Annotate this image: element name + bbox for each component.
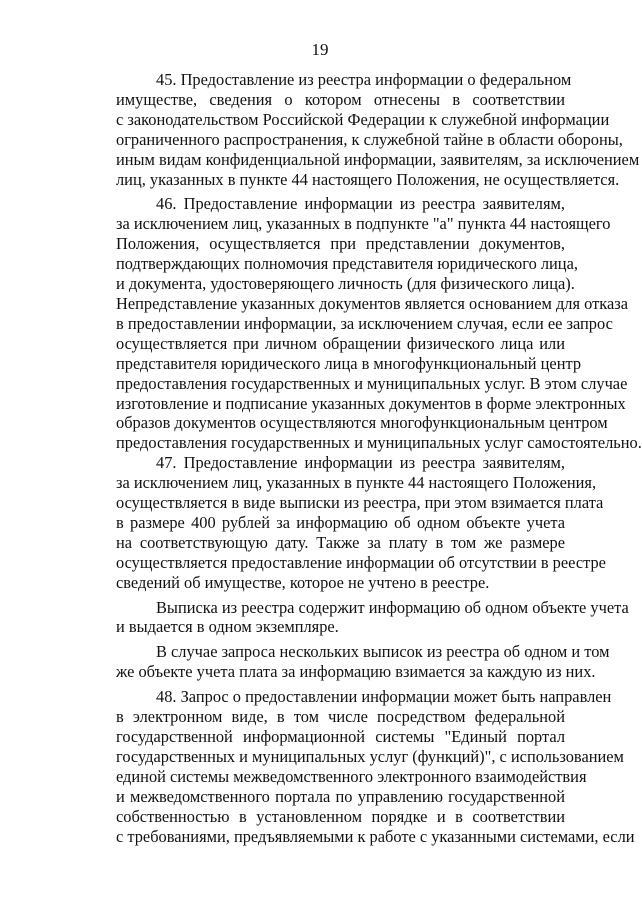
text-line: представителя юридического лица в многофункциональный центр: [116, 353, 582, 373]
text-line: на соответствующую дату. Также за плату в том же размере: [116, 532, 565, 552]
text-line: 48. Запрос о предоставлении информации может быть направлен: [156, 687, 612, 707]
text-line: единой системы межведомственного электронного взаимодействия: [116, 766, 587, 786]
paragraph-46: [76, 194, 642, 453]
text-line: иным видам конфиденциальной информации, заявителям, за исключением: [116, 149, 640, 169]
text-line: 47. Предоставление информации из реестра заявителям,: [156, 453, 565, 473]
document-body: [76, 70, 642, 851]
text-line: собственностью в установленном порядке и в соответствии: [116, 806, 565, 826]
text-line: изготовление и подписание указанных документов в форме электронных: [116, 393, 626, 413]
text-line: Выписка из реестра содержит информацию об одном объекте учета: [156, 597, 629, 617]
text-line: в предоставлении информации, за исключением случая, если ее запрос: [116, 313, 613, 333]
text-line: в размере 400 рублей за информацию об одном объекте учета: [116, 512, 565, 532]
paragraph-45: [76, 70, 640, 189]
text-line: и документа, удостоверяющего личность (для физического лица).: [116, 274, 575, 294]
paragraph-extract-content: [76, 597, 629, 638]
text-line: образов документов осуществляются многофункциональным центром: [116, 413, 608, 433]
text-line: 46. Предоставление информации из реестра заявителям,: [156, 194, 565, 214]
text-line: ограниченного распространения, к служебной тайне в области обороны,: [116, 129, 623, 149]
text-line: с требованиями, предъявляемыми к работе с указанными системами, если: [116, 826, 635, 846]
text-line: же объекте учета плата за информацию взимается за каждую из них.: [116, 662, 596, 682]
paragraph-multiple-extracts: [76, 642, 610, 682]
text-line: В случае запроса нескольких выписок из реестра об одном и том: [156, 642, 610, 662]
text-line: Положения, осуществляется при представлении документов,: [116, 234, 565, 254]
text-line: лиц, указанных в пункте 44 настоящего Положения, не осуществляется.: [116, 169, 620, 189]
text-line: 45. Предоставление из реестра информации о федеральном: [156, 70, 572, 89]
paragraph-47: [76, 453, 606, 592]
text-line: сведений об имуществе, которое не учтено в реестре.: [116, 572, 490, 592]
text-line: предоставления государственных и муниципальных услуг самостоятельно.: [116, 433, 642, 453]
text-line: осуществляется в виде выписки из реестра, при этом взимается плата: [116, 493, 604, 513]
text-line: за исключением лиц, указанных в пункте 44 настоящего Положения,: [116, 473, 597, 493]
text-line: имуществе, сведения о котором отнесены в соответствии: [116, 89, 565, 109]
page-number: 19: [311, 40, 329, 59]
text-line: осуществляется предоставление информации об отсутствии в реестре: [116, 552, 606, 572]
text-line: и выдается в одном экземпляре.: [116, 617, 339, 637]
text-line: и межведомственного портала по управлению государственной: [116, 786, 565, 806]
paragraph-48: [76, 687, 635, 846]
text-line: осуществляется при личном обращении физического лица или: [116, 333, 565, 353]
text-line: государственных и муниципальных услуг (функций)", с использованием: [116, 746, 624, 766]
text-line: в электронном виде, в том числе посредством федеральной: [116, 707, 565, 727]
text-line: за исключением лиц, указанных в подпункте "а" пункта 44 настоящего: [116, 214, 611, 234]
text-line: Непредставление указанных документов является основанием для отказа: [116, 293, 629, 313]
text-line: с законодательством Российской Федерации к служебной информации: [116, 109, 610, 129]
text-line: подтверждающих полномочия представителя юридического лица,: [116, 254, 578, 274]
text-line: государственной информационной системы "Единый портал: [116, 727, 565, 746]
text-line: предоставления государственных и муниципальных услуг. В этом случае: [116, 373, 628, 393]
